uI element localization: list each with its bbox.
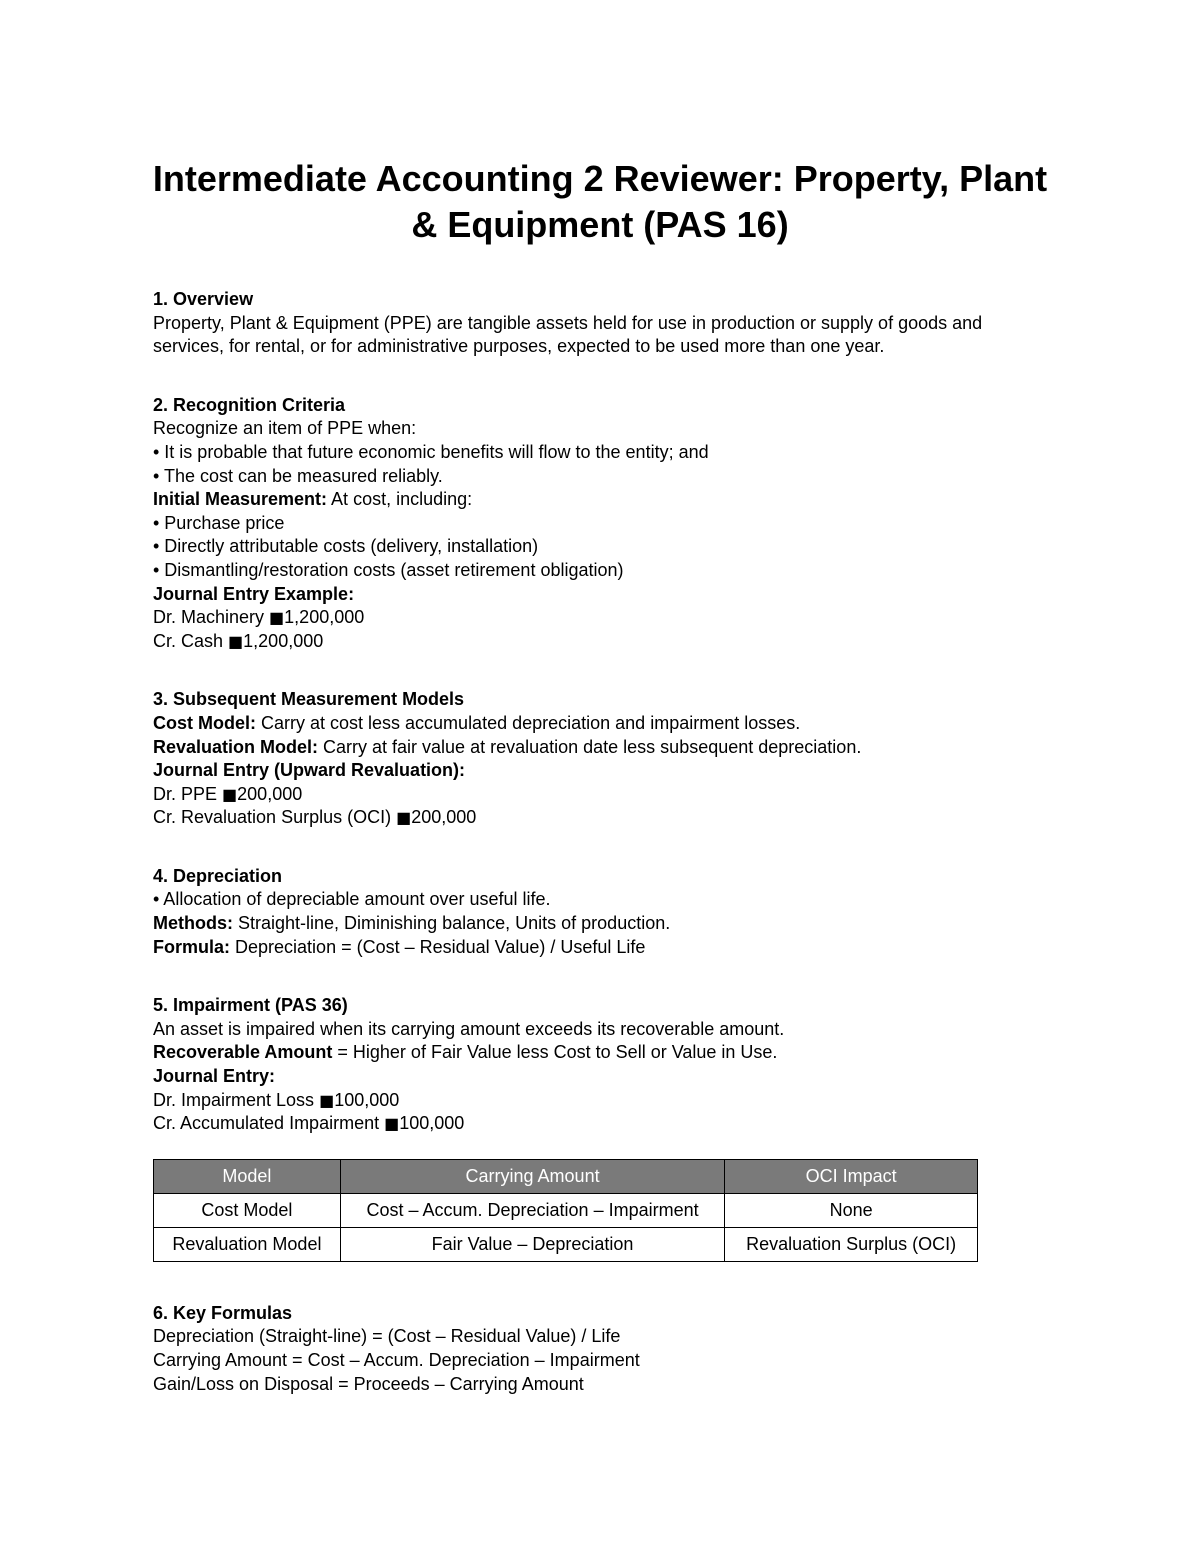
table-row: [154, 1227, 978, 1261]
text: Depreciation = (Cost – Residual Value) / Useful Life: [230, 936, 646, 957]
section-recognition: [153, 394, 1043, 654]
table-cell: Cost Model: [154, 1193, 341, 1227]
overview-text: Property, Plant & Equipment (PPE) are tangible assets held for use in production or supply of goods and services, for rental, or for administrative purposes, expected to be used more than one year.: [153, 312, 983, 357]
amount: 100,000: [399, 1113, 465, 1134]
list-item: • It is probable that future economic benefits will flow to the entity; and: [153, 441, 709, 462]
account: Cr. Accumulated Impairment: [153, 1113, 385, 1134]
formula-line: Carrying Amount = Cost – Accum. Depreciation – Impairment: [153, 1350, 640, 1370]
currency-glyph-icon: ■: [396, 808, 412, 828]
section-subsequent: [153, 688, 1043, 830]
section-heading: 4. Depreciation: [153, 865, 283, 886]
journal-entry-line: [153, 1112, 1043, 1136]
section-formulas: [153, 1302, 1043, 1396]
comparison-table: [153, 1159, 978, 1262]
amount: 1,200,000: [243, 630, 324, 651]
list-item: • The cost can be measured reliably.: [153, 465, 443, 486]
recognition-intro: Recognize an item of PPE when:: [153, 418, 417, 439]
label: Methods:: [153, 913, 233, 934]
list-item: • Dismantling/restoration costs (asset retirement obligation): [153, 559, 624, 580]
journal-entry-line: [153, 783, 1043, 807]
currency-glyph-icon: ■: [384, 1114, 400, 1134]
section-heading: 6. Key Formulas: [153, 1302, 293, 1323]
label: Formula:: [153, 936, 231, 957]
account: Dr. PPE: [153, 783, 223, 804]
label: Recoverable Amount: [153, 1042, 333, 1063]
currency-glyph-icon: ■: [228, 631, 244, 651]
text: At cost, including:: [327, 489, 473, 510]
impairment-text: An asset is impaired when its carrying amount exceeds its recoverable amount.: [153, 1018, 785, 1039]
cost-model-line: [153, 712, 1043, 736]
text: Carry at cost less accumulated depreciation and impairment losses.: [256, 712, 801, 733]
table-cell: Fair Value – Depreciation: [340, 1227, 724, 1261]
section-overview: [153, 288, 1043, 359]
section-heading: 3. Subsequent Measurement Models: [153, 689, 465, 710]
section-impairment: [153, 994, 1043, 1136]
list-item: • Allocation of depreciable amount over useful life.: [153, 889, 551, 910]
text: Straight-line, Diminishing balance, Units of production.: [233, 913, 671, 934]
formula-line: Depreciation (Straight-line) = (Cost – Residual Value) / Life: [153, 1326, 621, 1347]
list-item: • Directly attributable costs (delivery, installation): [153, 536, 539, 557]
account: Cr. Revaluation Surplus (OCI): [153, 807, 397, 828]
currency-glyph-icon: ■: [319, 1090, 335, 1110]
formula-line: [153, 936, 1043, 960]
table-cell: Cost – Accum. Depreciation – Impairment: [340, 1193, 724, 1227]
page-title: Intermediate Accounting 2 Reviewer: Property, Plant & Equipment (PAS 16): [152, 158, 1048, 245]
journal-entry-label: Journal Entry Example:: [153, 583, 355, 604]
revaluation-model-line: [153, 736, 1043, 760]
section-depreciation: [153, 865, 1043, 959]
formula-line: Gain/Loss on Disposal = Proceeds – Carrying Amount: [153, 1373, 584, 1394]
methods-line: [153, 912, 1043, 936]
table-cell: None: [725, 1193, 978, 1227]
column-header: Carrying Amount: [340, 1159, 724, 1193]
amount: 1,200,000: [284, 607, 365, 628]
section-heading: 2. Recognition Criteria: [153, 394, 346, 415]
account: Cr. Cash: [153, 630, 229, 651]
column-header: OCI Impact: [725, 1159, 978, 1193]
table-cell: Revaluation Model: [154, 1227, 341, 1261]
journal-entry-line: [153, 630, 1043, 654]
journal-entry-label: Journal Entry:: [153, 1066, 276, 1087]
table-cell: Revaluation Surplus (OCI): [725, 1227, 978, 1261]
amount: 200,000: [237, 783, 303, 804]
label: Initial Measurement:: [153, 489, 328, 510]
recoverable-amount-line: [153, 1041, 1043, 1065]
currency-glyph-icon: ■: [222, 784, 238, 804]
text: Carry at fair value at revaluation date less subsequent depreciation.: [318, 736, 862, 757]
text: = Higher of Fair Value less Cost to Sell or Value in Use.: [332, 1042, 778, 1063]
journal-entry-label: Journal Entry (Upward Revaluation):: [153, 760, 466, 781]
journal-entry-line: [153, 606, 1043, 630]
account: Dr. Impairment Loss: [153, 1089, 320, 1110]
section-heading: 1. Overview: [153, 289, 254, 309]
column-header: Model: [154, 1159, 341, 1193]
currency-glyph-icon: ■: [269, 608, 285, 628]
label: Cost Model:: [153, 712, 256, 733]
document-body: [153, 288, 1043, 1431]
table-header-row: [154, 1159, 978, 1193]
initial-measurement: [153, 488, 1043, 512]
label: Revaluation Model:: [153, 736, 319, 757]
journal-entry-line: [153, 1089, 1043, 1113]
journal-entry-line: [153, 806, 1043, 830]
list-item: • Purchase price: [153, 512, 285, 533]
account: Dr. Machinery: [153, 607, 270, 628]
section-heading: 5. Impairment (PAS 36): [153, 995, 348, 1016]
amount: 200,000: [411, 807, 477, 828]
amount: 100,000: [334, 1089, 400, 1110]
table-row: [154, 1193, 978, 1227]
